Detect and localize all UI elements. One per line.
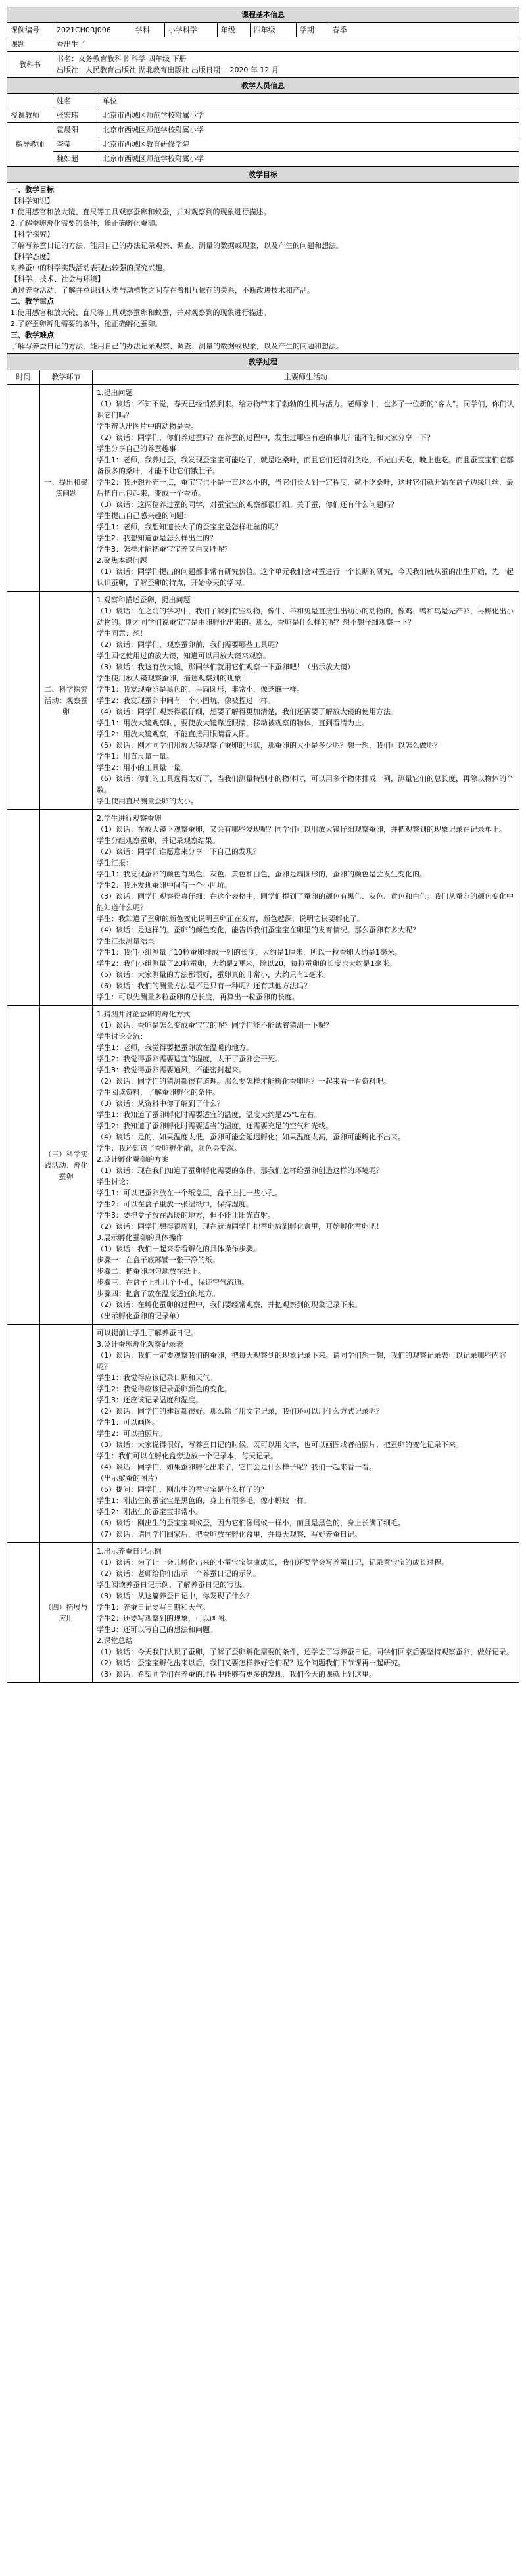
process-line: 学生使用放大镜观察蚕卵，描述观察到的现象： — [97, 674, 249, 682]
process-main-cell — [93, 385, 519, 592]
process-line: 学生1：老师，我觉得要把蚕卵放在温暖的地方。 — [97, 1043, 253, 1052]
staff-unit: 北京市西城区师范学校附属小学 — [99, 108, 519, 123]
process-line: 学生3：要把盒子放在温暖的地方，但不能让阳光直射。 — [97, 1211, 275, 1220]
process-col-main: 主要师生活动 — [93, 370, 519, 385]
process-step-cell: （三）科学实践活动：孵化蚕卵 — [40, 1006, 93, 1325]
textbook-line: 书名：义务教育教科书 科学 四年级 下册 — [56, 55, 187, 63]
process-line: 1.提出问题 — [97, 389, 133, 397]
process-line: （4）谈话：同学们观察得很仔细，想要了解得更加清楚，我们还需要了解放大镜的使用方法。 — [97, 707, 398, 716]
process-line: 学生1：我发现蚕卵是黑色的，呈扁圆形，非常小，像芝麻一样。 — [97, 685, 304, 694]
process-line: 步骤三：在盒子上扎几个小孔，保证空气流通。 — [97, 1278, 249, 1287]
process-line: 学生讨论： — [97, 1178, 133, 1186]
process-line: （6）谈话：刚出生的蚕宝宝叫蚁蚕，因为它们像蚂蚁一样小，而且是黑色的，身上长满了细毛。 — [97, 1519, 405, 1527]
objective-line: 了解写养蚕日记的方法，能用自己的办法记录观察、调查、测量的数据或现象，以及产生的问题和想法。 — [11, 241, 343, 250]
process-line: （1）谈话：在放大镜下观察蚕卵，又会有哪些发现呢？同学们可以用放大镜仔细观察蚕卵，并把观察到的现象记录在记录单上。 — [97, 825, 506, 834]
process-table — [7, 354, 519, 1683]
objective-line: 一、教学目标 — [11, 185, 54, 194]
process-line: 学生2：用小的工具量一量。 — [97, 763, 188, 772]
process-line: 学生2：刚出生的蚕宝宝非常小。 — [97, 1508, 203, 1516]
process-line: （1）谈话：我们一起来看看孵化的具体操作步骤。 — [97, 1245, 260, 1253]
staff-col-unit: 单位 — [99, 94, 519, 108]
process-line: 步骤四：把盒子放在温度适宜的地方。 — [97, 1289, 220, 1298]
process-line: 学生回忆使用过的放大镜，知道可以用放大镜来观察。 — [97, 652, 270, 660]
process-line: 学生1：我们小组测量了10粒蚕卵排成一列的长度，大约是1厘米，所以一粒蚕卵大约是1毫米。 — [97, 948, 402, 957]
process-row — [7, 810, 519, 1006]
process-line: （6）谈话：我们的测量方法是不是只有一种呢？还有其他方法吗？ — [97, 982, 311, 990]
process-line: 学生阅读养蚕日记示例，了解养蚕日记的写法。 — [97, 1581, 249, 1589]
process-line: 学生1：用直尺量一量。 — [97, 752, 174, 761]
process-step-cell: 二、科学探究活动：观察蚕卵 — [40, 592, 93, 810]
process-line: 2.课堂总结 — [97, 1636, 133, 1645]
staff-row — [7, 137, 519, 152]
process-line: （4）谈话：是的，如果温度太低，蚕卵可能会延迟孵化；如果温度太高，蚕卵可能孵化不出来。 — [97, 1133, 405, 1141]
process-line: 步骤二：把蚕卵均匀地放在纸上。 — [97, 1267, 205, 1276]
process-line: （1）谈话：为了让一会儿孵化出来的小蚕宝宝健康成长，我们还要学会写养蚕日记，记录蚕宝宝的成长过程。 — [97, 1558, 448, 1567]
process-line: 学生2：我们小组测量了20粒蚕卵，大约是2厘米，除以20，每粒蚕卵的长度也大约是1毫米。 — [97, 959, 396, 968]
process-line: （3）谈话：我这有放大镜，那同学们就用它们观察一下蚕卵吧！（出示放大镜） — [97, 663, 354, 671]
process-row — [7, 1006, 519, 1325]
process-line: 学生1：我觉得应该记录日期和天气。 — [97, 1373, 217, 1382]
objective-line: 【科学、技术、社会与环境】 — [11, 275, 105, 283]
process-line: 学生2：还要写观察到的现象，可以画图。 — [97, 1614, 231, 1623]
staff-name: 霍晨阳 — [53, 123, 99, 137]
process-col-time: 时间 — [7, 370, 40, 385]
process-line: （出示孵化蚕卵的记录单） — [97, 1312, 183, 1320]
process-line: 学生讨论交流： — [97, 1032, 147, 1041]
process-main-cell — [93, 1325, 519, 1543]
process-line: 学生1：我发现蚕卵的颜色有黑色、灰色、黄色和白色，蚕卵是扁圆形的，蚕卵的颜色是会发生变化的。 — [97, 870, 427, 878]
process-line: 学生2：用放大镜观察，不能直接用眼睛看太阳。 — [97, 730, 253, 738]
process-line: （1）谈话：同学们提出的问题都非常有研究价值。这个单元我们会对蚕进行一个长期的研究，今天我们就从蚕的出生开始，先一起认识蚕卵，了解蚕卵的特点，开始今天的学习。 — [97, 567, 514, 587]
process-step-cell — [40, 1325, 93, 1543]
process-line: 学生3：怎样才能把蚕宝宝养又白又胖呢？ — [97, 545, 231, 554]
process-line: （1）谈话：今天我们认识了蚕卵，了解了蚕卵孵化需要的条件，还学会了写养蚕日记。同学们回家后要坚持观察蚕卵，做好记录。 — [97, 1648, 514, 1656]
process-row — [7, 1325, 519, 1543]
process-line: 步骤一：在盒子底部铺一张干净的纸。 — [97, 1256, 220, 1264]
process-line: 1.观察和描述蚕卵，提出问题 — [97, 596, 191, 604]
process-line: 学生2：我想知道蚕是怎么样出生的？ — [97, 534, 217, 542]
process-line: 学生2：我发现蚕卵中间有一个小凹坑，像被捏过一样。 — [97, 696, 275, 705]
process-main-cell — [93, 1006, 519, 1325]
process-line: （2）谈话：老师给你们出示一个养蚕日记的示例。 — [97, 1569, 260, 1578]
process-time-cell — [7, 592, 40, 810]
subject-value: 小学科学 — [164, 23, 217, 37]
process-line: 学生1：我知道了蚕卵孵化时需要适宜的温度，温度大约是25℃左右。 — [97, 1110, 322, 1119]
staff-name: 李莹 — [53, 137, 99, 152]
lesson-plan-document — [7, 7, 519, 1683]
process-line: 学生：我还知道了蚕卵孵化前，颜色会变深。 — [97, 1144, 241, 1153]
staff-name: 张宏玮 — [53, 108, 99, 123]
process-line: （2）谈话：同学们的猜测都很有道理。那么要怎样才能孵化蚕卵呢？一起来看一看资料吧。 — [97, 1077, 391, 1085]
process-line: 可以提前让学生了解养蚕日记。 — [97, 1329, 198, 1337]
process-line: （7）谈话：请同学们回家后，把蚕卵放在孵化盒里，并每天观察，写好养蚕日记。 — [97, 1530, 362, 1538]
grade-label: 年级 — [217, 23, 250, 37]
staff-col-name: 姓名 — [53, 94, 99, 108]
objective-line: 对养蚕中的科学实践活动表现出较强的探究兴趣。 — [11, 264, 170, 272]
process-line: 学生2：我觉得应该记录蚕卵颜色的变化。 — [97, 1385, 231, 1393]
process-time-cell — [7, 385, 40, 592]
process-line: （1）谈话：在之前的学习中，我们了解到有些动物，像牛、羊和兔是直接生出幼小的动物的，像鸡、鸭和鸟是先产卵，再孵化出小动物的。刚才同学们说蚕宝宝是由卵孵化出来的。那么，蚕卵是什么样的呢？想不想仔细观察一下？ — [97, 607, 514, 627]
process-line: （1）谈话：蚕卵是怎么变成蚕宝宝的呢？同学们能不能试着猜测一下呢？ — [97, 1021, 333, 1030]
process-line: 学生汇报： — [97, 859, 133, 867]
process-time-cell — [7, 1006, 40, 1325]
objective-line: 【科学探究】 — [11, 230, 54, 239]
term-label: 学期 — [296, 23, 329, 37]
process-line: 学生1：养蚕日记要写日期和天气。 — [97, 1603, 210, 1611]
process-line: （2）谈话：在孵化蚕卵的过程中，我们要经常观察，并把观察到的现象记录下来。 — [97, 1300, 362, 1309]
process-line: 学生2：我还想补充一点，蚕宝宝也不是一直这么小的，当它们长大到一定程度，就不吃桑叶，这时它们就开始在盒子边缘吐丝，最后把自己包起来，变成一个蚕茧。 — [97, 478, 514, 498]
process-row — [7, 592, 519, 810]
process-main-cell — [93, 1543, 519, 1683]
process-time-cell — [7, 1543, 40, 1683]
process-line: 学生2：我觉得蚕卵需要适宜的湿度，太干了蚕卵会干死。 — [97, 1055, 282, 1063]
basic-info-title: 课程基本信息 — [7, 7, 519, 23]
process-line: 学生3：还可以写自己的想法和问题。 — [97, 1625, 217, 1634]
objective-line: 1.使用感官和放大镜、直尺等工具观察蚕卵和蚁蚕，并对观察到的现象进行描述。 — [11, 308, 271, 317]
grade-value: 四年级 — [250, 23, 296, 37]
process-line: （6）谈话：你们的工具选得太好了，当我们测量特别小的物体时，可以用多个物体排成一列，测量它们的总长度，再除以物体的个数。 — [97, 775, 514, 794]
term-value: 春季 — [329, 23, 519, 37]
process-line: 学生辨认出图片中的动物是蚕。 — [97, 422, 198, 431]
process-row — [7, 385, 519, 592]
process-line: 学生1：用放大镜观察时，要使放大镜靠近眼睛，移动被观察的物体，直到看清为止。 — [97, 719, 369, 727]
process-line: （2）谈话：同学们，你们养过蚕吗？在养蚕的过程中，发生过哪些有趣的事儿？能不能和大家分享一下？ — [97, 433, 434, 442]
process-line: 学生提出自己感兴趣的问题： — [97, 512, 191, 520]
process-line: 学生2：我还发现蚕卵中间有一个小凹坑。 — [97, 881, 231, 890]
process-line: （3）谈话：同学们观察得真仔细！在这个表格中，同学们提到了蚕卵的颜色有黑色、灰色、黄色和白色。我们从蚕卵的颜色变化中能知道什么呢？ — [97, 892, 514, 912]
objectives-table — [7, 166, 519, 354]
process-line: 学生同意：想！ — [97, 629, 147, 638]
process-line: 学生分组观察蚕卵，并记录观察结果。 — [97, 836, 220, 845]
process-row — [7, 1543, 519, 1683]
process-step-cell — [40, 810, 93, 1006]
process-line: （3）谈话：这两位养过蚕的同学，对蚕宝宝的观察都很仔细。关于蚕，你们还有什么问题吗？ — [97, 500, 398, 509]
process-line: 1.出示养蚕日记示例 — [97, 1547, 162, 1556]
process-line: （出示蚁蚕的图片） — [97, 1474, 162, 1483]
textbook-label: 教科书 — [7, 52, 53, 78]
objective-line: 二、教学重点 — [11, 297, 54, 306]
basic-info-table — [7, 7, 519, 78]
process-line: 学生3：还应该记录温度和湿度。 — [97, 1396, 203, 1404]
objective-line: 三、教学难点 — [11, 331, 54, 339]
process-line: （1）谈话：我们一定要观察我们的蚕卵，把每天观察到的现象记录下来。请同学们想一想，我们的观察记录表可以记录哪些内容呢？ — [97, 1351, 506, 1371]
process-line: 学生2：我知道了蚕卵孵化时需要适当的湿度，还需要充足的空气和光线。 — [97, 1122, 333, 1130]
process-line: 3.展示孵化蚕卵的具体操作 — [97, 1233, 183, 1242]
process-line: 学生：可以先测量多粒蚕卵的总长度，再算出一粒蚕卵的长度。 — [97, 993, 299, 1001]
objective-line: 通过养蚕活动，了解并意识到人类与动植物之间存在着相互依存的关系，不断改进技术和产品。 — [11, 286, 314, 295]
objectives-title: 教学目标 — [7, 167, 519, 183]
process-line: （5）谈话：大家测量的方法都很好，蚕卵真的非常小，大约只有1毫米。 — [97, 970, 330, 979]
code-value: 2021CH0RJ006 — [53, 23, 132, 37]
process-step-cell: （四）拓展与应用 — [40, 1543, 93, 1683]
process-line: 学生汇报测量结果： — [97, 937, 162, 945]
process-line: （3）谈话：希望同学们在养蚕的过程中能够有更多的发现，我们今天的课就上到这里。 — [97, 1670, 376, 1679]
process-line: 学生1：老师，我养过蚕，我发现蚕宝宝可能吃了，就是吃桑叶，而且它们还特别贪吃，不光白天吃，晚上也吃。而且蚕宝宝们它都备很多的桑叶，才能不让它们饿肚子。 — [97, 456, 514, 475]
process-time-cell — [7, 1325, 40, 1543]
process-line: 学生阅读资料，了解蚕卵孵化的条件。 — [97, 1088, 220, 1097]
staff-table — [7, 78, 519, 166]
process-line: （2）谈话：同学们想得很周到，现在就请同学们把蚕卵放到孵化盒里，开始孵化蚕卵吧！ — [97, 1222, 383, 1231]
process-line: 学生：我知道了蚕卵的颜色变化说明蚕卵正在发育，颜色越深，说明它快要孵化了。 — [97, 915, 364, 923]
process-line: （4）谈话：同学们，如果蚕卵孵化出来了，它们会是什么样子呢？我们一起来看一看。 — [97, 1463, 376, 1471]
process-line: （5）谈话：刚才同学们用放大镜观察了蚕卵的形状，那蚕卵的大小是多少呢？想一想，我们可以怎么做呢？ — [97, 741, 441, 750]
process-line: 2.聚焦本课问题 — [97, 556, 147, 565]
process-line: （2）谈话：蚕宝宝孵化出来以后，我们又要怎样养好它们呢？这个问题我们下节课再一起研究。 — [97, 1659, 405, 1667]
process-line: （1）谈话：现在我们知道了蚕卵孵化需要的条件，那我们怎样给蚕卵创造这样的环境呢？ — [97, 1166, 383, 1175]
process-line: 学生1：可以把蚕卵放在一个纸盒里，盒子上扎一些小孔。 — [97, 1189, 282, 1197]
process-time-cell — [7, 810, 40, 1006]
process-line: （2）谈话：同学们，观察蚕卵前，我们需要哪些工具呢？ — [97, 640, 282, 649]
topic-label: 课题 — [7, 37, 53, 52]
process-line: （3）谈话：大家说得很好，写养蚕日记的时候，既可以用文字，也可以画图或者拍照片，把蚕卵的变化记录下来。 — [97, 1441, 463, 1449]
objective-line: 2.了解蚕卵孵化需要的条件，能正确孵化蚕卵。 — [11, 219, 162, 227]
process-line: 学生3：我觉得蚕卵需要通风，不能密封起来。 — [97, 1066, 246, 1074]
process-line: 2.设计孵化蚕卵的方案 — [97, 1155, 169, 1164]
process-line: （4）谈话：是这样的。蚕卵的颜色变化，能告诉我们蚕宝宝在卵里的发育情况。那么蚕卵有多大呢？ — [97, 926, 419, 934]
staff-row — [7, 123, 519, 137]
process-main-cell — [93, 810, 519, 1006]
objective-line: 2.了解蚕卵孵化需要的条件，能正确孵化蚕卵。 — [11, 320, 162, 328]
staff-unit: 北京市西城区师范学校附属小学 — [99, 123, 519, 137]
process-line: 2.学生进行观察蚕卵 — [97, 814, 162, 823]
textbook-line: 出版社：人民教育出版社 湖北教育出版社 出版日期： 2020 年 12 月 — [56, 66, 279, 74]
topic-value: 蚕出生了 — [53, 37, 519, 52]
process-line: 学生1：刚出生的蚕宝宝是黑色的，身上有很多毛，像小蚂蚁一样。 — [97, 1496, 311, 1505]
subject-label: 学科 — [132, 23, 164, 37]
code-label: 课例编号 — [7, 23, 53, 37]
process-line: （2）谈话：同学们谁愿意来分享一下自己的发现？ — [97, 847, 260, 856]
process-main-cell — [93, 592, 519, 810]
objective-line: 【科学知识】 — [11, 197, 54, 205]
process-col-step: 教学环节 — [40, 370, 93, 385]
process-line: （3）谈话：从这篇养蚕日记中，你发现了什么？ — [97, 1592, 253, 1600]
process-line: （2）谈话：同学们的建议都很好。那么除了用文字记录，我们还可以用什么方式记录呢？ — [97, 1407, 383, 1416]
process-line: （1）谈话：不知不觉，春天已经悄然到来。给万物带来了勃勃的生机与活力。老师家中，也多了一位新的“客人”。同学们，你们认识它们吗？ — [97, 400, 514, 419]
staff-name: 魏如超 — [53, 152, 99, 166]
process-line: 学生2：可以在盒子里放一张湿纸巾，保持湿度。 — [97, 1200, 253, 1208]
objective-line: 【科学态度】 — [11, 252, 54, 261]
process-line: 学生2：可以拍照片。 — [97, 1429, 166, 1438]
staff-row — [7, 152, 519, 166]
objective-line: 了解写养蚕日记的方法，能用自己的办法记录观察、调查、测量的数据或现象，以及产生的问题和想法。 — [11, 342, 343, 350]
staff-role: 授课教师 — [7, 108, 53, 123]
objectives-body — [7, 183, 519, 354]
process-line: 学生1：可以画图。 — [97, 1418, 159, 1427]
staff-unit: 北京市西城区教育研修学院 — [99, 137, 519, 152]
process-line: 学生：我们可以在孵化盒旁边放一个记录本，每天记录。 — [97, 1452, 277, 1460]
process-line: 3.设计蚕卵孵化观察记录表 — [97, 1340, 183, 1348]
process-line: 学生分享自己的养蚕趣事： — [97, 444, 183, 453]
process-title: 教学过程 — [7, 354, 519, 370]
process-line: （5）提问：同学们，刚出生的蚕宝宝是什么样子的？ — [97, 1485, 268, 1494]
process-line: （3）谈话：从资料中你了解到了什么？ — [97, 1099, 224, 1108]
objective-line: 1.使用感官和放大镜、直尺等工具观察蚕卵和蚁蚕，并对观察到的现象进行描述。 — [11, 208, 271, 216]
process-step-cell: 一、提出和聚焦问题 — [40, 385, 93, 592]
staff-row — [7, 108, 519, 123]
process-line: 学生使用直尺测量蚕卵的大小。 — [97, 797, 198, 805]
process-line: 学生1：老师，我想知道长大了的蚕宝宝是怎样吐丝的呢？ — [97, 523, 282, 531]
process-line: 1.猜测并讨论蚕卵的孵化方式 — [97, 1010, 191, 1018]
staff-unit: 北京市西城区师范学校附属小学 — [99, 152, 519, 166]
staff-title: 教学人员信息 — [7, 78, 519, 94]
textbook-info — [53, 52, 519, 78]
staff-role: 指导教师 — [7, 123, 53, 166]
